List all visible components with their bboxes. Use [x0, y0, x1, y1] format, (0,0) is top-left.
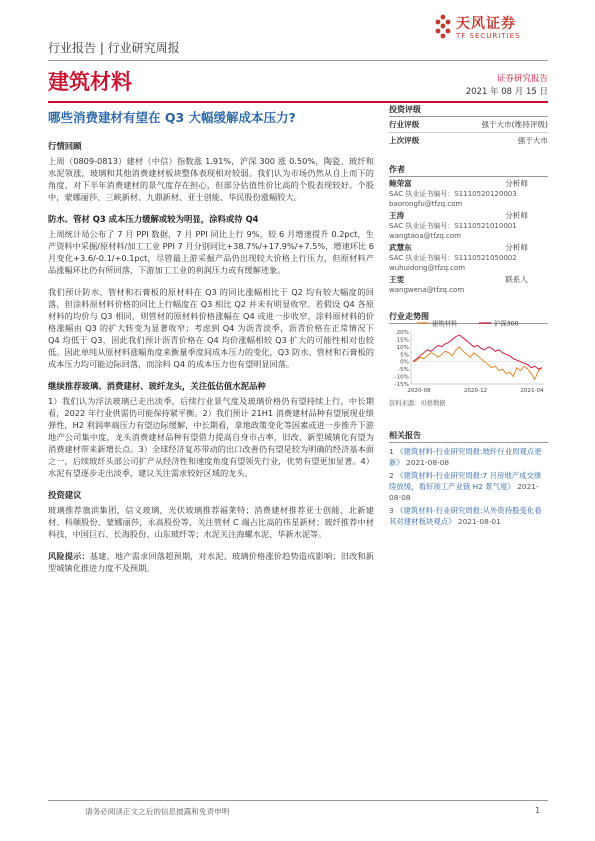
y-tick-label: 15%: [396, 337, 409, 344]
y-tick-label: 0%: [400, 359, 409, 366]
industry-rating-value: 强于大市(维持评级): [481, 120, 548, 129]
y-tick-label: -15%: [394, 382, 409, 388]
author-cert: SAC 执业证书编号：S1110520120003: [389, 190, 517, 198]
section-paragraph: 上周（0809-0813）建材（中信）指数涨 1.91%，沪深 300 涨 0.50%，陶瓷、玻纤和水泥领涨，玻璃和其他消费建材板块整体表现相对较弱。我们认为市场仍然从自上而下的角度，对下半年消费建材的景气度存在担心，但部分估值性价比高的个股表现较好。个股中，蒙娜丽莎、三峡新材、九鼎新材、亚士创能、华民股份涨幅较大。: [48, 156, 374, 202]
section-title: 继续推荐玻璃、消费建材、玻纤龙头，关注低估值水泥品种: [48, 381, 266, 391]
author-email[interactable]: baorongfu@tfzq.com: [389, 200, 463, 208]
y-tick-label: 10%: [396, 344, 409, 351]
chart-source: 资料来源：贝格数据: [389, 400, 446, 407]
author-name: 王涛: [389, 211, 405, 220]
y-tick-label: -10%: [394, 374, 409, 381]
risk-warning: [48, 550, 374, 574]
report-type-label: 证券研究报告: [496, 74, 548, 84]
section-investment-advice: [48, 489, 374, 540]
related-report-title[interactable]: 《建筑材料-行业研究周报:7 月房地产成交继续放缓，看好竣工产业链 H2 景气度》: [389, 471, 542, 491]
author-role: 联系人: [505, 275, 528, 284]
author-role: 分析师: [505, 211, 528, 220]
section-paragraph: 1）我们认为浮法玻璃已走出淡季，后续行业景气度及玻璃价格仍有望持续上行，中长期看，2022 年行业供需仍可能保持紧平衡。2）我们预计 21H1 消费建材品种有望展现业绩弹性，H2 利润率端压力有望边际缓解，中长期看，拿地政策变化等因素或进一步推升下游地产公司集中度，龙头消费建材品种有望借力提高自身市占率，旧改、新型城镇化有望为消费建材带来新增长点。3）全球经济复苏带动的出口改善仍有望是较为明确的经济基本面之一，后续玻纤头部公司扩产从经济性和速度角度有望领先行业，优势有望更加显著。4）水泥有望逐步走出淡季，建议关注需求较好区域的龙头。: [48, 396, 374, 478]
related-report-item[interactable]: [389, 446, 548, 468]
section-paragraph: 上周统计局公布了 7 月 PPI 数据，7 月 PPI 同比上行 9%，较 6 月增速提升 0.2pct，生产资料中采掘/原材料/加工工业 PPI 7 月分别同比+38.7%/+17.9%/+7.5%，增速环比 6 月变化+3.6/-0.1/+0.1pct，尽管最上游采掘产品仍出现较大价格上行压力，但原材料产品涨幅环比仍有所回落，下游加工工业的利润压力或有缓解迹象。: [48, 229, 374, 275]
company-logo: [434, 13, 550, 45]
legend-label: 建筑材料: [432, 320, 458, 328]
section-paragraph: 我们预计防水、管材和石膏板的原材料在 Q3 的同比涨幅相比于 Q2 均有较大幅度的回落，但涂料原材料价格的同比上行幅度在 Q3 相比 Q2 并未有明显收窄。若假设 Q4 各原材料的均价与 Q3 相同，则管材的原材料价格涨幅在 Q4 或进一步收窄，涂料原材料的价格涨幅由 Q3 的扩大转变为显著收窄；考虑到 Q4 为沥青淡季，沥青价格在正常情况下 Q4 均低于 Q3，因此我们预计沥青价格在 Q4 均价涨幅相较 Q3 扩大的可能性相对也较低。因此单纯从原材料涨幅角度来衡量季度间成本压力的变化，Q3 防水、管材和石膏板的成本压力均可能边际回落，而涂料 Q4 的成本压力也有望明显回落。: [48, 287, 374, 369]
risk-label: 风险提示：: [48, 551, 90, 561]
x-tick-label: 2020-08: [407, 388, 431, 394]
related-index: 1: [389, 447, 394, 456]
related-report-title[interactable]: 《建筑材料-行业研究周报:从外资持股变化看其对建材板块观点》: [389, 506, 542, 526]
author-entry: [389, 179, 548, 209]
previous-rating-value: 强于大市: [517, 136, 548, 145]
header-divider: [48, 60, 548, 61]
authors-title: 作者: [389, 162, 548, 177]
author-role: 分析师: [505, 243, 528, 252]
section-market-review: [48, 140, 374, 203]
author-name: 王雯: [389, 275, 405, 284]
author-entry: [389, 275, 548, 295]
chart-title: 行业走势图: [389, 309, 548, 324]
report-date: 2021 年 08 月 15 日: [465, 87, 548, 97]
related-reports: [389, 428, 548, 529]
section-title: 投资建议: [48, 490, 82, 500]
previous-rating-label: 上次评级: [389, 136, 420, 145]
sector-title: 建筑材料: [48, 70, 132, 94]
related-report-date: 2021-08-08: [389, 482, 539, 502]
industry-rating-label: 行业评级: [389, 120, 420, 129]
logo-text-en: TF SECURITIES: [456, 32, 521, 40]
logo-mark-icon: [434, 13, 452, 43]
author-email[interactable]: wangwena@tfzq.com: [389, 286, 465, 294]
related-report-item[interactable]: [389, 505, 548, 527]
series-line-building-materials: [413, 347, 542, 380]
report-body: [48, 140, 374, 584]
y-tick-label: 5%: [400, 352, 409, 359]
legend-label: 沪深300: [494, 320, 519, 328]
section-cost-pressure: [48, 213, 374, 370]
footer-divider: [48, 800, 548, 801]
related-index: 2: [389, 471, 394, 480]
author-email[interactable]: wangtaoa@tfzq.com: [389, 232, 462, 240]
section-paragraph: 玻璃推荐旗滨集团，信义玻璃，光伏玻璃推荐福莱特；消费建材推荐亚士创能、北新建材、科顺股份、蒙娜丽莎，永高股份等，关注管材 C 端占比高的伟星新材；玻纤推荐中材科技，中国巨石、长海股份、山东玻纤等；水泥关注海螺水泥、华新水泥等。: [48, 505, 374, 539]
y-tick-label: 20%: [396, 330, 409, 336]
author-name: 鲍荣富: [389, 179, 412, 188]
section-title: 行情回顾: [48, 141, 82, 151]
related-report-date: 2021-08-08: [406, 458, 450, 467]
related-report-title[interactable]: 《建筑材料-行业研究周报:玻纤行业周观点更新》: [389, 447, 542, 467]
related-report-item[interactable]: [389, 470, 548, 503]
y-tick-label: -5%: [398, 367, 409, 374]
report-category-breadcrumb: 行业报告 | 行业研究周报: [48, 41, 180, 55]
author-cert: SAC 执业证书编号：S1110521050002: [389, 254, 517, 262]
risk-text: 基建、地产需求回落超预期，对水泥、玻璃价格涨价趋势造成影响；旧改和新型城镇化推进力度不及预期。: [48, 551, 374, 573]
x-tick-label: 2021-04: [520, 388, 544, 394]
author-email[interactable]: wuhuidong@tfzq.com: [389, 264, 466, 272]
x-tick-label: 2020-12: [463, 388, 488, 394]
previous-rating-row: [389, 133, 548, 148]
related-report-date: 2021-08-01: [457, 517, 501, 526]
sidebar: [389, 102, 548, 324]
author-role: 分析师: [505, 179, 528, 188]
industry-rating-row: [389, 117, 548, 133]
rating-title: 投资评级: [389, 102, 548, 117]
page-number: 1: [535, 806, 540, 815]
footer-disclaimer: 请务必阅读正文之后的信息披露和免责申明: [85, 807, 230, 816]
report-headline: 哪些消费建材有望在 Q3 大幅缓解成本压力?: [48, 110, 296, 125]
author-cert: SAC 执业证书编号：S1110521010001: [389, 222, 517, 230]
related-title: 相关报告: [389, 428, 548, 443]
related-index: 3: [389, 506, 394, 515]
section-title: 防水、管材 Q3 成本压力缓解或较为明显，涂料或待 Q4: [48, 214, 259, 224]
author-name: 武慧东: [389, 243, 412, 252]
section-recommendation: [48, 380, 374, 479]
logo-text-cn: 天风证券: [456, 16, 516, 32]
industry-trend-chart: [389, 318, 548, 396]
series-line-csi300: [413, 335, 542, 369]
author-entry: [389, 243, 548, 273]
author-entry: [389, 211, 548, 241]
